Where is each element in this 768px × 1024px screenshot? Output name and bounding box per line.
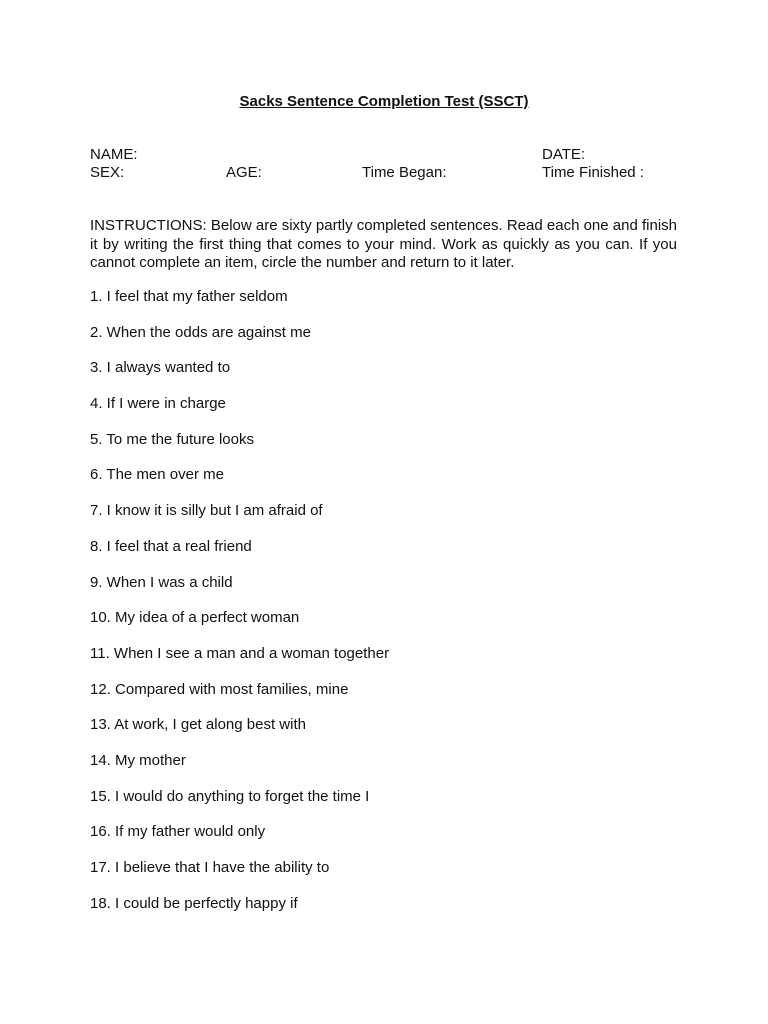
list-item: 12. Compared with most families, mine — [90, 680, 349, 698]
age-label: AGE: — [226, 164, 262, 181]
time-finished-label: Time Finished : — [542, 164, 644, 181]
list-item: 13. At work, I get along best with — [90, 716, 306, 734]
sex-label: SEX: — [90, 164, 125, 181]
sentence-list — [90, 287, 389, 929]
list-item: 14. My mother — [90, 751, 186, 769]
list-item: 18. I could be perfectly happy if — [90, 894, 298, 912]
list-item: 11. When I see a man and a woman together — [90, 644, 390, 662]
list-item: 4. If I were in charge — [90, 395, 226, 413]
date-label: DATE: — [542, 146, 586, 163]
list-item: 6. The men over me — [90, 466, 224, 484]
list-item: 16. If my father would only — [90, 823, 266, 841]
list-item: 3. I always wanted to — [90, 359, 231, 377]
list-item: 9. When I was a child — [90, 573, 233, 591]
time-began-label: Time Began: — [362, 164, 447, 181]
list-item: 17. I believe that I have the ability to — [90, 859, 330, 876]
list-item: 15. I would do anything to forget the time I — [90, 787, 370, 805]
instructions-paragraph: INSTRUCTIONS: Below are sixty partly completed sentences. Read each one and finish it by writing the first thing that comes to your mind. Work as quickly as you can. If you cannot complete an item, circle the number and return to it later. — [90, 217, 677, 271]
list-item: 7. I know it is silly but I am afraid of — [90, 502, 323, 520]
name-label: NAME: — [90, 146, 138, 163]
list-item: 5. To me the future looks — [90, 430, 254, 448]
list-item: 8. I feel that a real friend — [90, 537, 252, 555]
list-item: 10. My idea of a perfect woman — [90, 609, 300, 627]
page-title: Sacks Sentence Completion Test (SSCT) — [239, 93, 529, 110]
list-item: 2. When the odds are against me — [90, 323, 311, 341]
list-item: 1. I feel that my father seldom — [90, 288, 288, 305]
